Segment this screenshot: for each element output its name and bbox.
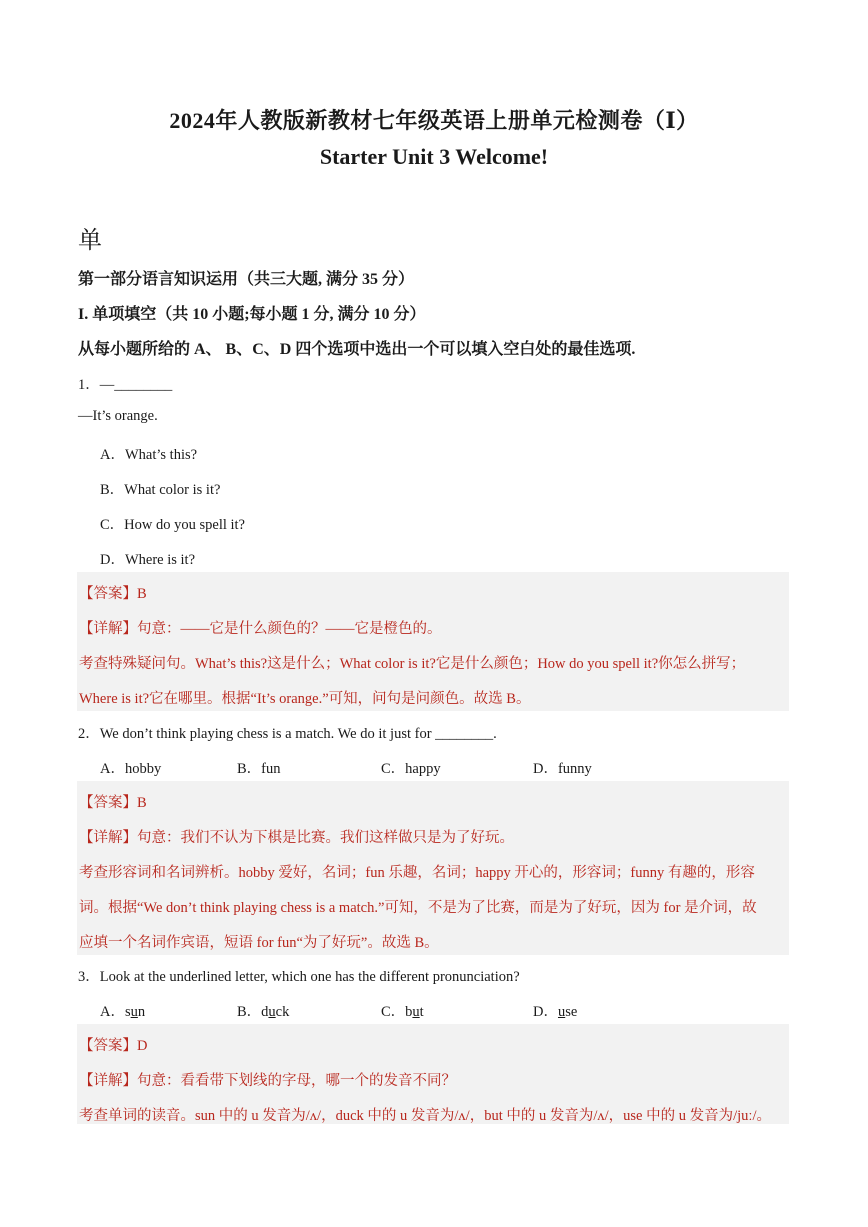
question-2-option-d: D．funny <box>533 761 592 777</box>
question-1-answer: 【答案】B <box>79 586 147 602</box>
question-3-answer: 【答案】D <box>79 1038 148 1054</box>
instruction-text: 从每小题所给的 A、 B、C、D 四个选项中选出一个可以填入空白处的最佳选项. <box>78 341 636 358</box>
question-3-option-a: A．sun <box>100 1004 146 1020</box>
part-title: 第一部分语言知识运用（共三大题, 满分 35 分） <box>78 271 415 288</box>
document-title: 2024年人教版新教材七年级英语上册单元检测卷（Ⅰ） <box>169 108 699 133</box>
question-1-explanation-2: 考查特殊疑问句。What’s this?这是什么；What color is it?它是什么颜色；How do you spell it?你怎么拼写； <box>79 656 746 672</box>
question-2-stem: 2．We don’t think playing chess is a match. We do it just for ________. <box>78 726 497 742</box>
question-1-option-a: A．What’s this? <box>100 447 198 463</box>
section-heading-char: 单 <box>78 228 102 254</box>
question-2-option-b: B．fun <box>237 761 281 777</box>
question-1-option-d: D．Where is it? <box>100 552 196 568</box>
question-2-explanation-2: 考查形容词和名词辨析。hobby 爱好，名词；fun 乐趣，名词；happy 开心的，形容词；funny 有趣的，形容 <box>79 865 755 881</box>
question-1-stem: 1．—________ <box>78 377 173 393</box>
question-2-option-a: A．hobby <box>100 761 162 777</box>
question-1-explanation-1: 【详解】句意：——它是什么颜色的？——它是橙色的。 <box>79 621 442 637</box>
question-3-option-b: B．duck <box>237 1004 290 1020</box>
question-3-stem: 3．Look at the underlined letter, which one has the different pronunciation? <box>78 969 520 985</box>
question-2-explanation-3: 词。根据“We don’t think playing chess is a match.”可知，不是为了比赛，而是为了好玩，因为 for 是介词，故 <box>79 900 757 916</box>
question-3-option-d: D．use <box>533 1004 578 1020</box>
question-1-response: —It’s orange. <box>78 408 158 424</box>
question-3-option-c: C．but <box>381 1004 424 1020</box>
question-2-explanation-4: 应填一个名词作宾语，短语 for fun“为了好玩”。故选 B。 <box>79 935 439 951</box>
document-subtitle: Starter Unit 3 Welcome! <box>319 144 549 169</box>
question-2-option-c: C．happy <box>381 761 441 777</box>
question-1-option-c: C．How do you spell it? <box>100 517 245 533</box>
question-1-explanation-3: Where is it?它在哪里。根据“It’s orange.”可知，问句是问颜色。故选 B。 <box>79 691 531 707</box>
question-2-answer: 【答案】B <box>79 795 147 811</box>
question-3-explanation-1: 【详解】句意：看看带下划线的字母，哪一个的发音不同？ <box>79 1073 456 1089</box>
question-2-explanation-1: 【详解】句意：我们不认为下棋是比赛。我们这样做只是为了好玩。 <box>79 830 514 846</box>
question-3-explanation-2: 考查单词的读音。sun 中的 u 发音为/ʌ/，duck 中的 u 发音为/ʌ/，but 中的 u 发音为/ʌ/，use 中的 u 发音为/juː/。 <box>79 1108 771 1124</box>
question-1-option-b: B．What color is it? <box>100 482 221 498</box>
section-title: I. 单项填空（共 10 小题;每小题 1 分, 满分 10 分） <box>78 306 426 323</box>
